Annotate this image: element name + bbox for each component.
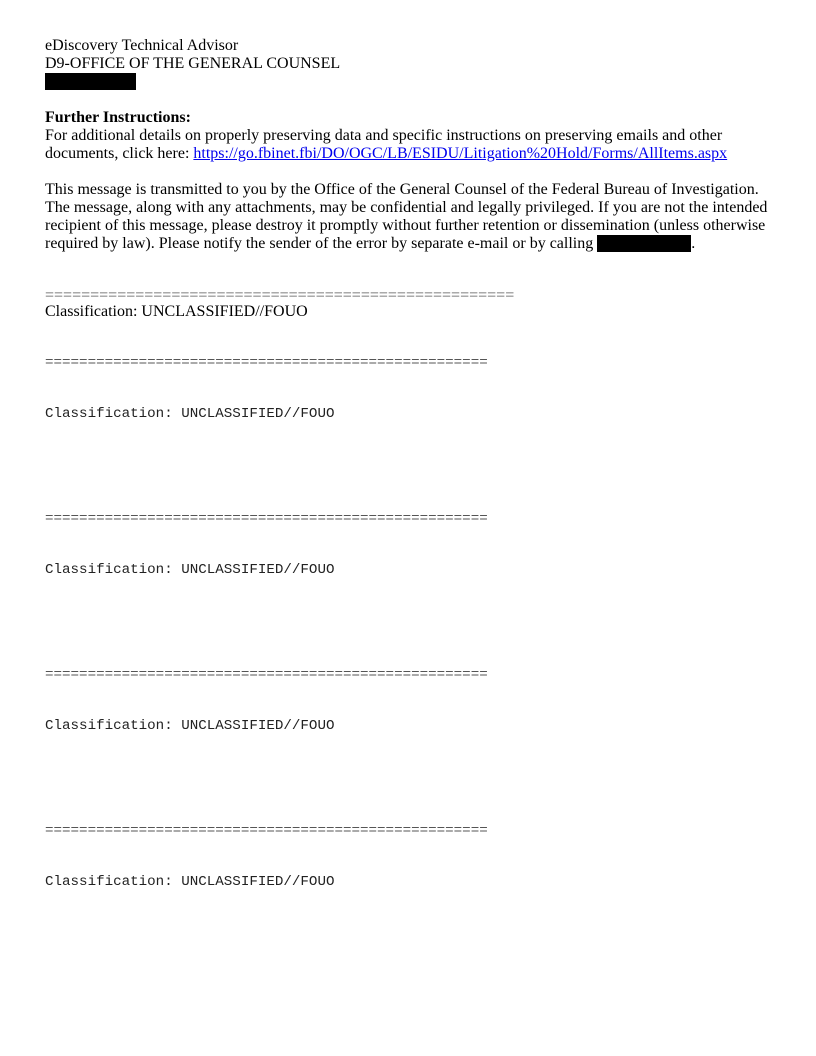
confidentiality-notice [45, 181, 775, 253]
classification-mono-block-1 [45, 321, 775, 457]
classification-marking: Classification: UNCLASSIFIED//FOUO [45, 562, 335, 578]
classification-marking: Classification: UNCLASSIFIED//FOUO [45, 303, 308, 320]
notice-line-2: The message, along with any attachments, may be confidential and legally privileged. If you are not the intended [45, 199, 768, 216]
further-instructions-heading: Further Instructions: [45, 109, 191, 126]
classification-marking: Classification: UNCLASSIFIED//FOUO [45, 718, 335, 734]
further-instructions-prefix: documents, click here: [45, 145, 194, 162]
divider-rule: ==================================================== [45, 355, 488, 371]
redaction-box [45, 73, 136, 90]
classification-mono-block-4 [45, 789, 775, 925]
notice-line-4-suffix: . [691, 235, 696, 252]
further-instructions [45, 109, 775, 163]
redacted-phone-number [597, 235, 691, 252]
notice-line-1: This message is transmitted to you by the Office of the General Counsel of the Federal Bureau of Investigation. [45, 181, 759, 198]
classification-mono-block-2 [45, 477, 775, 613]
further-instructions-text-1: For additional details on properly preserving data and specific instructions on preserving emails and other [45, 127, 723, 144]
divider-rule: ==================================================== [45, 823, 488, 839]
litigation-hold-link[interactable]: https://go.fbinet.fbi/DO/OGC/LB/ESIDU/Litigation%20Hold/Forms/AllItems.aspx [193, 145, 728, 162]
signature-title: eDiscovery Technical Advisor [45, 37, 239, 54]
signature-redacted-name [45, 73, 775, 91]
notice-line-3: recipient of this message, please destroy it promptly without further retention or dissemination (unless otherwise [45, 217, 766, 234]
classification-marking: Classification: UNCLASSIFIED//FOUO [45, 874, 335, 890]
classification-mono-block-3 [45, 633, 775, 769]
divider-rule: ==================================================== [45, 287, 515, 304]
divider-rule: ==================================================== [45, 511, 488, 527]
notice-line-4 [45, 235, 775, 253]
divider-rule: ==================================================== [45, 667, 488, 683]
notice-line-4-prefix: required by law). Please notify the sender of the error by separate e-mail or by calling [45, 235, 598, 252]
further-instructions-text-2 [45, 145, 775, 163]
email-body [45, 37, 775, 925]
classification-serif-block [45, 289, 775, 321]
signature-block [45, 37, 775, 91]
classification-marking: Classification: UNCLASSIFIED//FOUO [45, 406, 335, 422]
signature-office: D9-OFFICE OF THE GENERAL COUNSEL [45, 55, 341, 72]
